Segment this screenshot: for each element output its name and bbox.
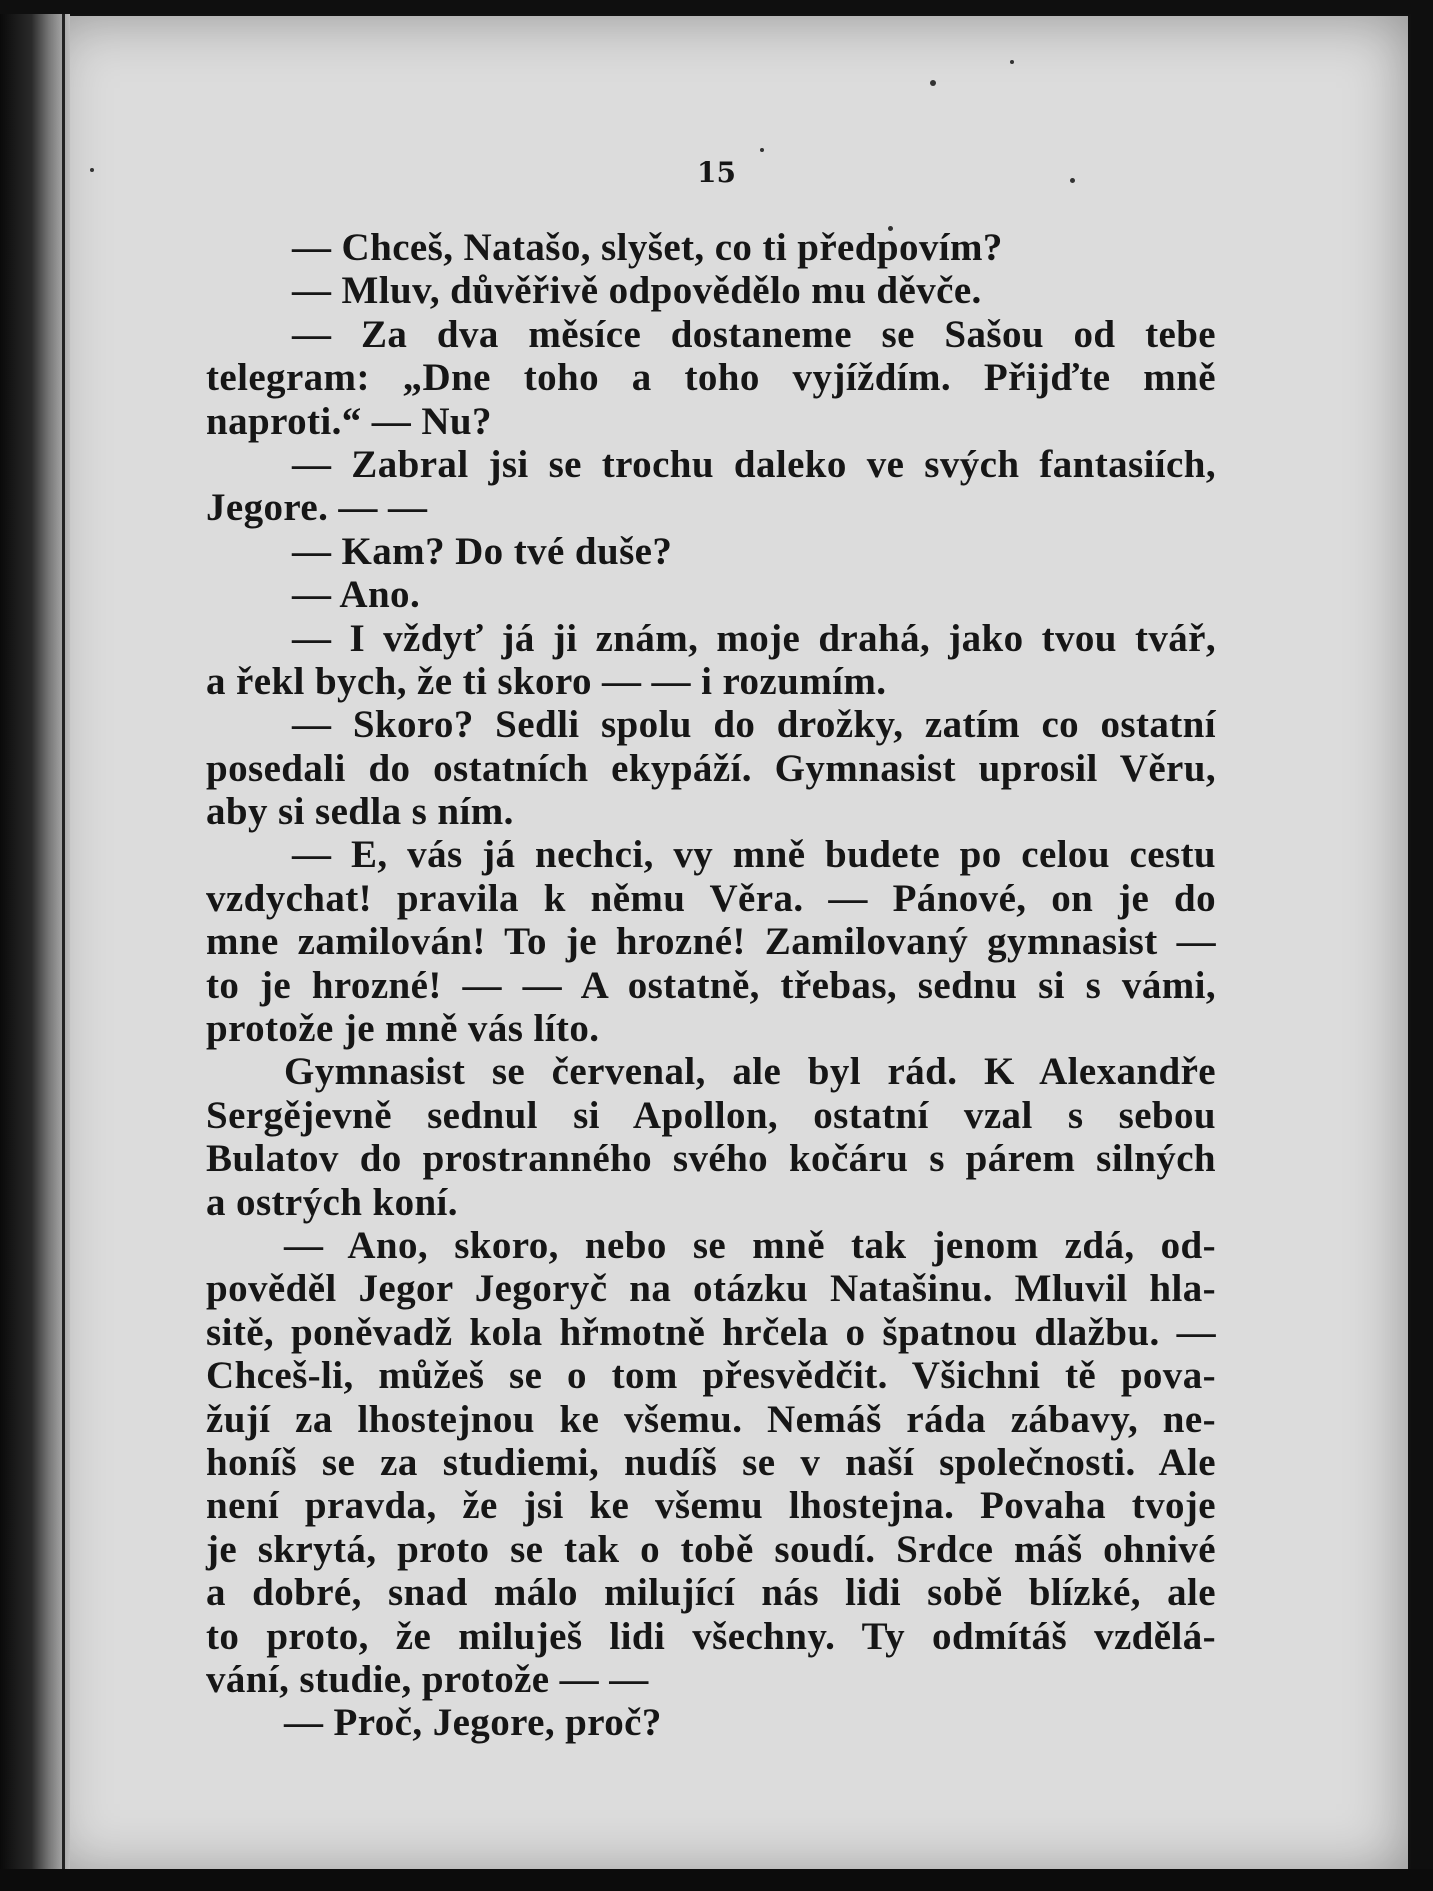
text-line: naproti.“ — Nu? — [206, 399, 492, 443]
text-line: — Ano. — [292, 573, 421, 617]
text-line: Sergějevně sednul si Apollon, ostatní vzal s sebou — [206, 1093, 1216, 1137]
book-gutter-shadow — [0, 0, 70, 1891]
text-line: — Mluv, důvěřivě odpovědělo mu děvče. — [292, 269, 982, 313]
body-text — [206, 226, 1216, 1745]
text-line: — E, vás já nechci, vy mně budete po celou cestu — [292, 833, 1216, 877]
text-line: mne zamilován! To je hrozné! Zamilovaný gymnasist — — [206, 920, 1216, 964]
text-line: — Skoro? Sedli spolu do drožky, zatím co ostatní — [292, 703, 1216, 747]
text-line: — Ano, skoro, nebo se mně tak jenom zdá, od- — [284, 1223, 1216, 1267]
text-line: je skrytá, proto se tak o tobě soudí. Srdce máš ohnivé — [206, 1527, 1216, 1571]
ink-speck — [760, 148, 764, 152]
text-line: — Za dva měsíce dostaneme se Sašou od tebe — [292, 312, 1216, 356]
text-line: — I vždyť já ji znám, moje drahá, jako tvou tvář, — [292, 616, 1216, 660]
text-line: vání, studie, protože — — — [206, 1657, 649, 1701]
scan-bottom-border — [0, 1869, 1433, 1891]
text-line: Jegore. — — — [206, 486, 428, 530]
text-line: a dobré, snad málo milující nás lidi sobě blízké, ale — [206, 1571, 1216, 1615]
text-line: — Proč, Jegore, proč? — [284, 1701, 662, 1745]
text-line: to je hrozné! — — A ostatně, třebas, sednu si s vámi, — [206, 963, 1216, 1007]
text-line: žují za lhostejnou ke všemu. Nemáš ráda zábavy, ne- — [206, 1397, 1216, 1441]
text-line: Bulatov do prostranného svého kočáru s párem silných — [206, 1137, 1216, 1181]
text-line: honíš se za studiemi, nudíš se v naší společnosti. Ale — [206, 1440, 1216, 1484]
text-line: vzdychat! pravila k němu Věra. — Pánové, on je do — [206, 876, 1216, 920]
text-line: Gymnasist se červenal, ale byl rád. K Alexandře — [284, 1050, 1216, 1094]
ink-speck — [1010, 60, 1014, 64]
text-line: aby si sedla s ním. — [206, 790, 514, 834]
text-line: Chceš-li, můžeš se o tom přesvědčit. Všichni tě pova- — [206, 1354, 1216, 1398]
text-line: — Zabral jsi se trochu daleko ve svých fantasiích, — [292, 442, 1216, 486]
text-line: telegram: „Dne toho a toho vyjíždím. Přijďte mně — [206, 356, 1216, 400]
scan-right-border — [1411, 0, 1433, 1891]
text-line: není pravda, že jsi ke všemu lhostejna. Povaha tvoje — [206, 1484, 1216, 1528]
text-line: — Chceš, Natašo, slyšet, co ti předpovím? — [292, 226, 1003, 269]
scan-top-border — [0, 0, 1433, 14]
gutter-fold-line — [62, 0, 65, 1891]
text-line: protože je mně vás líto. — [206, 1007, 600, 1051]
ink-speck — [930, 80, 936, 86]
text-line: — Kam? Do tvé duše? — [292, 529, 673, 573]
text-line: to proto, že miluješ lidi všechny. Ty odmítáš vzdělá- — [206, 1614, 1216, 1658]
text-line: sitě, poněvadž kola hřmotně hrčela o špatnou dlažbu. — — [206, 1310, 1216, 1354]
text-line: pověděl Jegor Jegoryč na otázku Natašinu. Mluvil hla- — [206, 1267, 1216, 1311]
text-line: a ostrých koní. — [206, 1180, 458, 1224]
page-number: 15 — [697, 156, 736, 189]
text-line: posedali do ostatních ekypáží. Gymnasist uprosil Věru, — [206, 746, 1216, 790]
text-line: a řekl bych, že ti skoro — — i rozumím. — [206, 659, 887, 703]
